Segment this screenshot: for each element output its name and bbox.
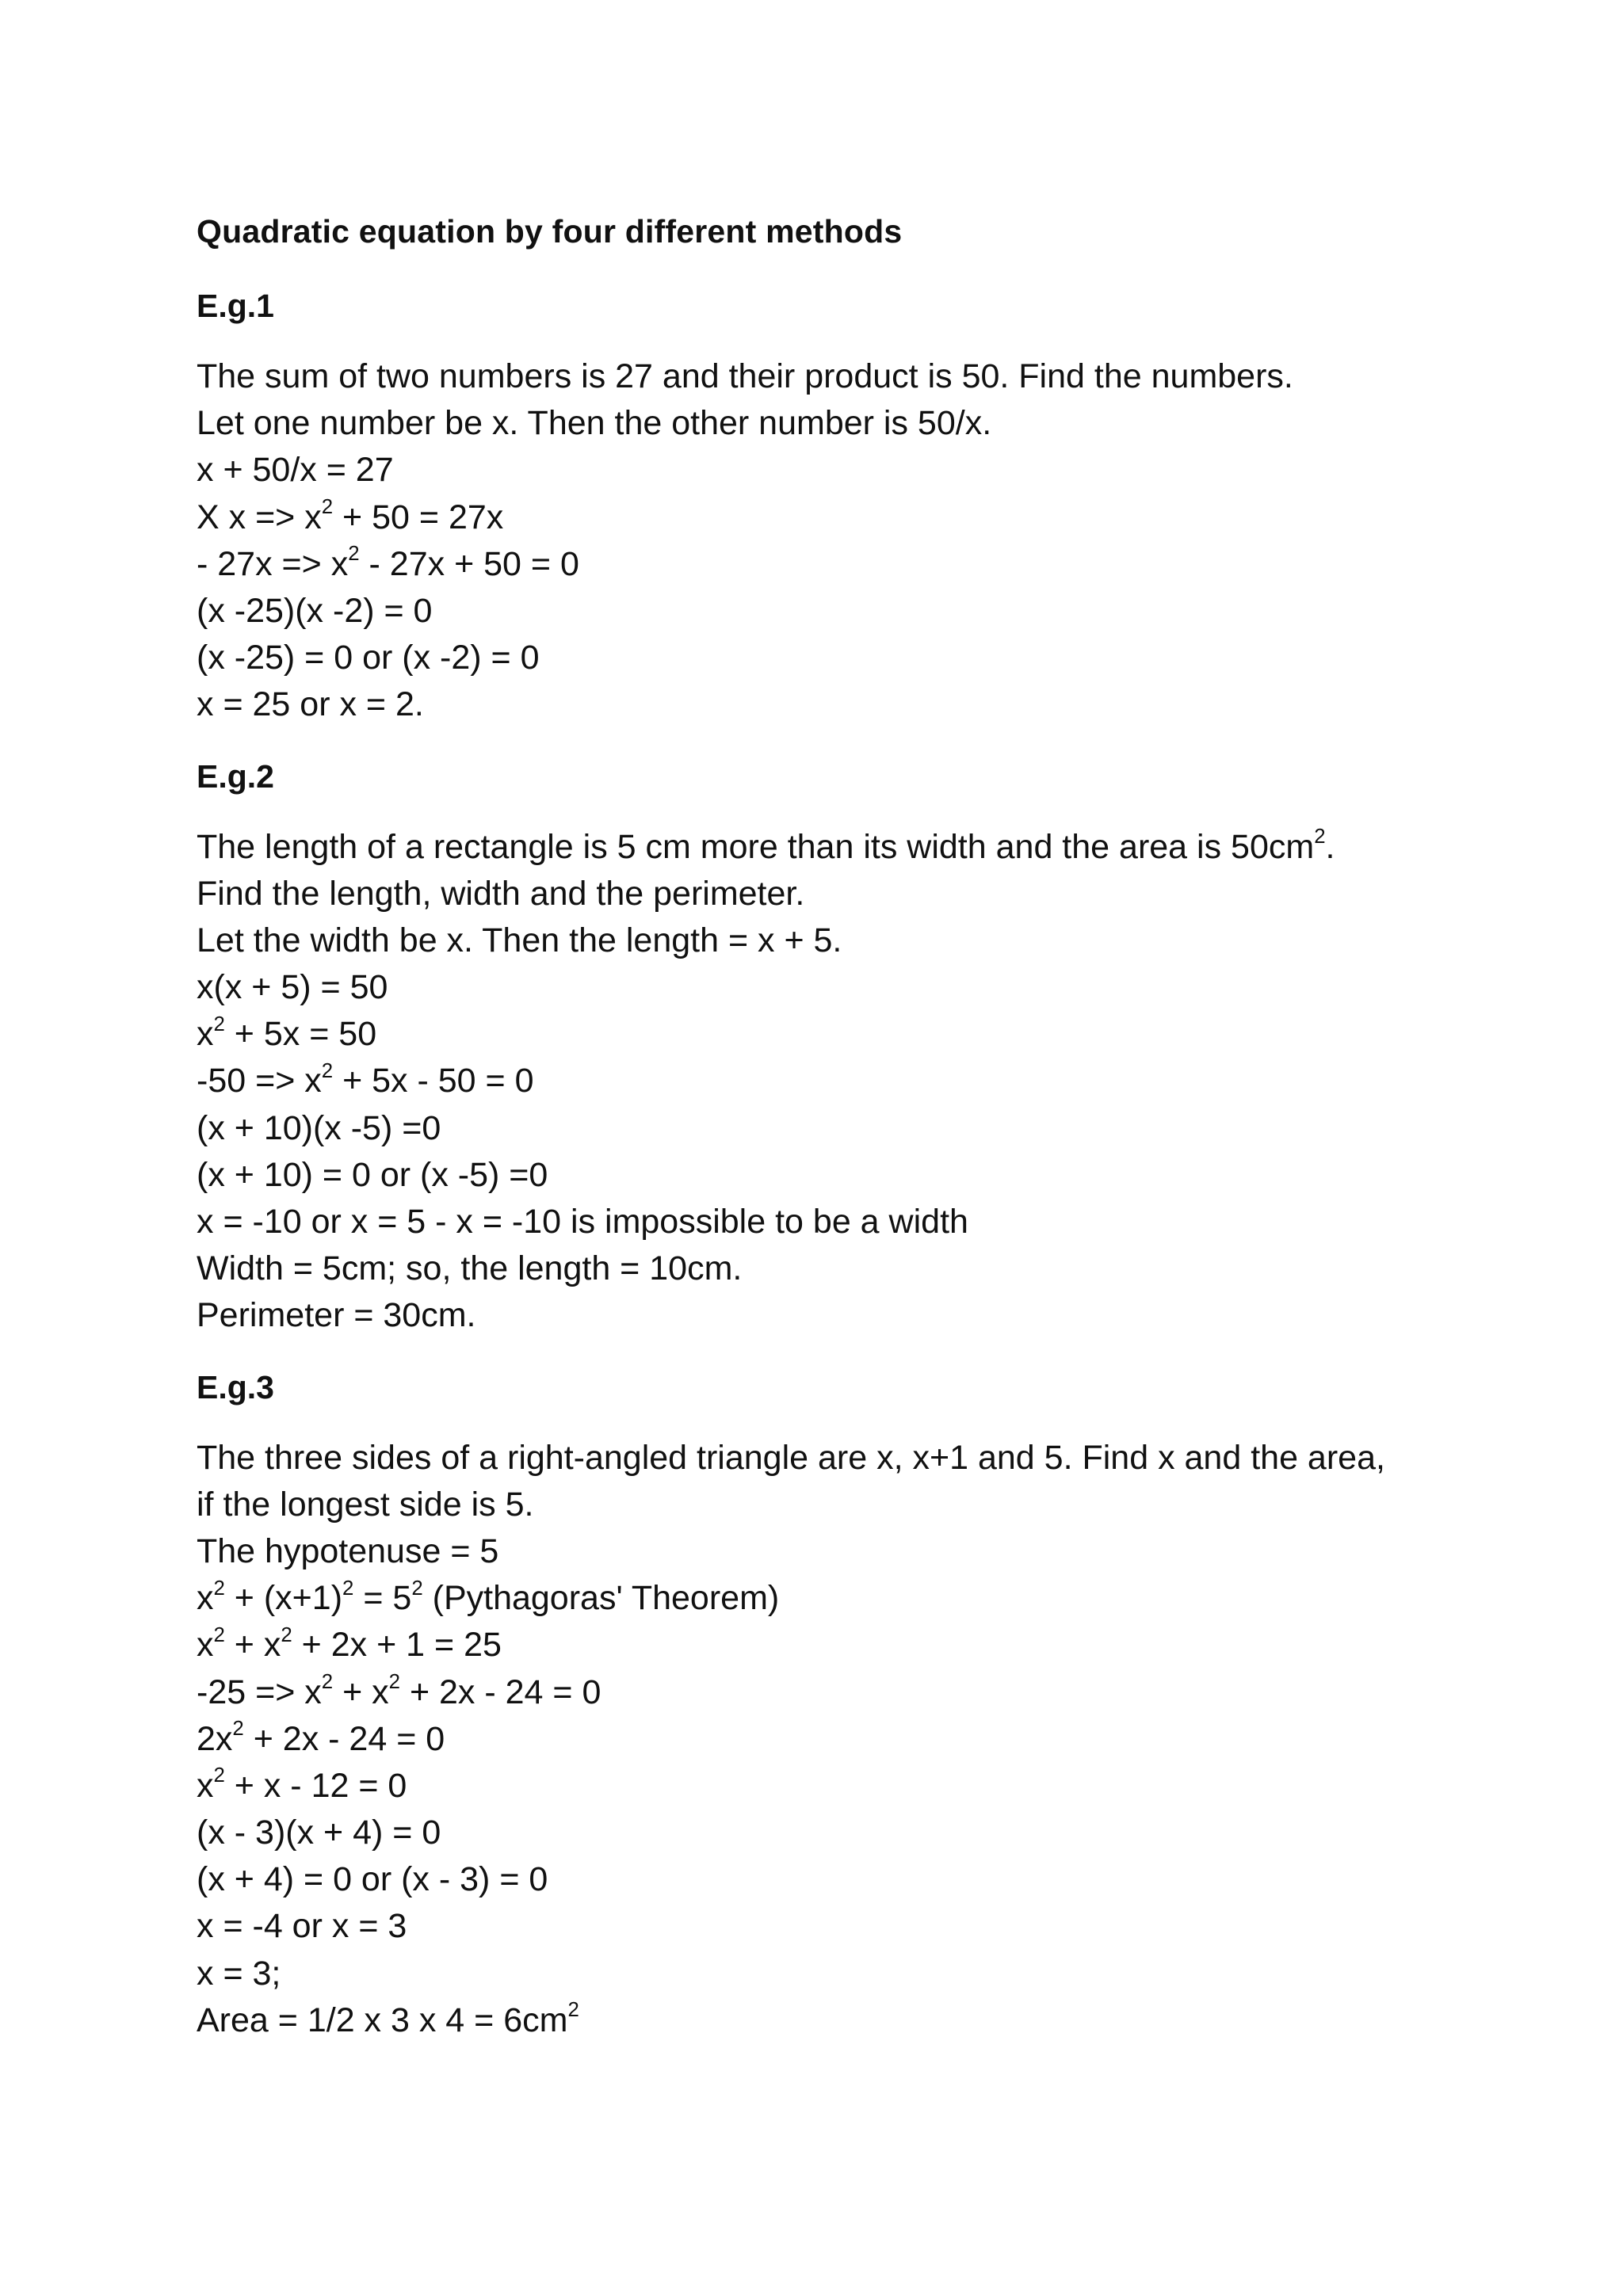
line-text: + 50 = 27x [333, 498, 504, 536]
line-text: + 2x + 1 = 25 [292, 1626, 502, 1665]
text-line [197, 1011, 1504, 1058]
text-line [197, 588, 1504, 635]
text-line [197, 1810, 1504, 1856]
line-text: + 5x - 50 = 0 [333, 1062, 534, 1100]
line-text: + x - 12 = 0 [224, 1766, 407, 1805]
text-line [197, 1199, 1504, 1245]
line-text: (Pythagoras' Theorem) [422, 1579, 780, 1618]
superscript-exponent: 2 [348, 543, 360, 566]
line-text: Find the length, width and the perimeter. [197, 874, 805, 913]
text-line [197, 1435, 1504, 1482]
line-text: x [197, 1579, 214, 1618]
line-text: (x -25) = 0 or (x -2) = 0 [197, 639, 540, 677]
line-text: The three sides of a right-angled triangle are x, x+1 and 5. Find x and the area, [197, 1438, 1385, 1477]
line-text: Width = 5cm; so, the length = 10cm. [197, 1249, 743, 1288]
superscript-exponent: 2 [321, 496, 334, 518]
line-text: x [197, 1766, 214, 1805]
line-text: (x + 10)(x -5) =0 [197, 1108, 441, 1147]
text-line [197, 494, 1504, 541]
line-text: Perimeter = 30cm. [197, 1296, 476, 1335]
line-text: (x + 10) = 0 or (x -5) =0 [197, 1155, 548, 1194]
line-text: 2x [197, 1719, 233, 1758]
text-line [197, 1951, 1504, 1997]
line-text: x = 3; [197, 1954, 281, 1993]
text-line [197, 1528, 1504, 1575]
text-line [197, 1997, 1504, 2044]
line-text: The hypotenuse = 5 [197, 1531, 499, 1570]
line-text: + x [333, 1672, 389, 1711]
text-line [197, 871, 1504, 917]
text-line [197, 1669, 1504, 1716]
line-text: + 5x = 50 [224, 1015, 377, 1054]
superscript-exponent: 2 [567, 1999, 579, 2022]
text-line [197, 1622, 1504, 1669]
line-text: X x => x [197, 498, 322, 536]
superscript-exponent: 2 [213, 1013, 225, 1035]
line-text: x = 25 or x = 2. [197, 685, 424, 724]
text-line [197, 353, 1504, 400]
line-text: x(x + 5) = 50 [197, 968, 388, 1007]
line-text: x + 50/x = 27 [197, 451, 394, 490]
superscript-exponent: 2 [342, 1577, 354, 1600]
line-text: + (x+1) [224, 1579, 343, 1618]
text-line [197, 1763, 1504, 1810]
examples-container [197, 282, 1504, 2044]
superscript-exponent: 2 [281, 1623, 292, 1646]
line-text: x = -4 or x = 3 [197, 1907, 407, 1946]
text-line [197, 635, 1504, 681]
line-text: (x - 3)(x + 4) = 0 [197, 1814, 441, 1852]
line-text: x [197, 1626, 214, 1665]
text-line [197, 1575, 1504, 1622]
line-text: -25 => x [197, 1672, 322, 1711]
document-title: Quadratic equation by four different methods [197, 213, 903, 250]
text-line [197, 917, 1504, 964]
line-text: x = -10 or x = 5 - x = -10 is impossible to be a width [197, 1203, 968, 1241]
text-line [197, 1903, 1504, 1950]
line-text: + x [224, 1626, 281, 1665]
superscript-exponent: 2 [411, 1577, 423, 1600]
line-text: The length of a rectangle is 5 cm more than its width and the area is 50cm [197, 827, 1315, 866]
example-section-3 [197, 1363, 1504, 2044]
line-text: x [197, 1015, 214, 1054]
text-line [197, 1105, 1504, 1152]
line-text: Let one number be x. Then the other number is 50/x. [197, 404, 992, 443]
text-line [197, 1716, 1504, 1763]
text-line [197, 824, 1504, 871]
superscript-exponent: 2 [321, 1059, 334, 1082]
text-line [197, 1152, 1504, 1199]
superscript-exponent: 2 [388, 1670, 400, 1693]
text-line [197, 964, 1504, 1011]
superscript-exponent: 2 [321, 1670, 334, 1693]
superscript-exponent: 2 [232, 1718, 244, 1741]
text-line [197, 1482, 1504, 1528]
line-text: if the longest side is 5. [197, 1485, 534, 1524]
line-text: Let the width be x. Then the length = x + 5. [197, 921, 842, 959]
line-text: Area = 1/2 x 3 x 4 = 6cm [197, 2000, 568, 2039]
example-heading: E.g.1 [197, 288, 274, 324]
example-section-1 [197, 282, 1504, 729]
line-text: - 27x => x [197, 544, 349, 583]
line-text: (x + 4) = 0 or (x - 3) = 0 [197, 1860, 548, 1899]
line-text: - 27x + 50 = 0 [359, 544, 579, 583]
line-text: . [1325, 827, 1335, 866]
text-line [197, 400, 1504, 447]
example-heading: E.g.2 [197, 757, 274, 795]
document-body [197, 208, 1504, 2068]
line-text: = 5 [353, 1579, 412, 1618]
line-text: -50 => x [197, 1062, 322, 1100]
superscript-exponent: 2 [213, 1764, 225, 1787]
text-line [197, 681, 1504, 728]
example-heading: E.g.3 [197, 1368, 274, 1405]
line-text: The sum of two numbers is 27 and their product is 50. Find the numbers. [197, 357, 1293, 395]
line-text: + 2x - 24 = 0 [243, 1719, 445, 1758]
text-line [197, 1058, 1504, 1104]
text-line [197, 447, 1504, 494]
line-text: (x -25)(x -2) = 0 [197, 591, 433, 630]
superscript-exponent: 2 [213, 1623, 225, 1646]
example-section-2 [197, 753, 1504, 1340]
superscript-exponent: 2 [213, 1577, 225, 1600]
text-line [197, 1245, 1504, 1292]
superscript-exponent: 2 [1314, 825, 1326, 848]
text-line [197, 1856, 1504, 1903]
line-text: + 2x - 24 = 0 [400, 1672, 601, 1711]
text-line [197, 1292, 1504, 1339]
text-line [197, 541, 1504, 588]
